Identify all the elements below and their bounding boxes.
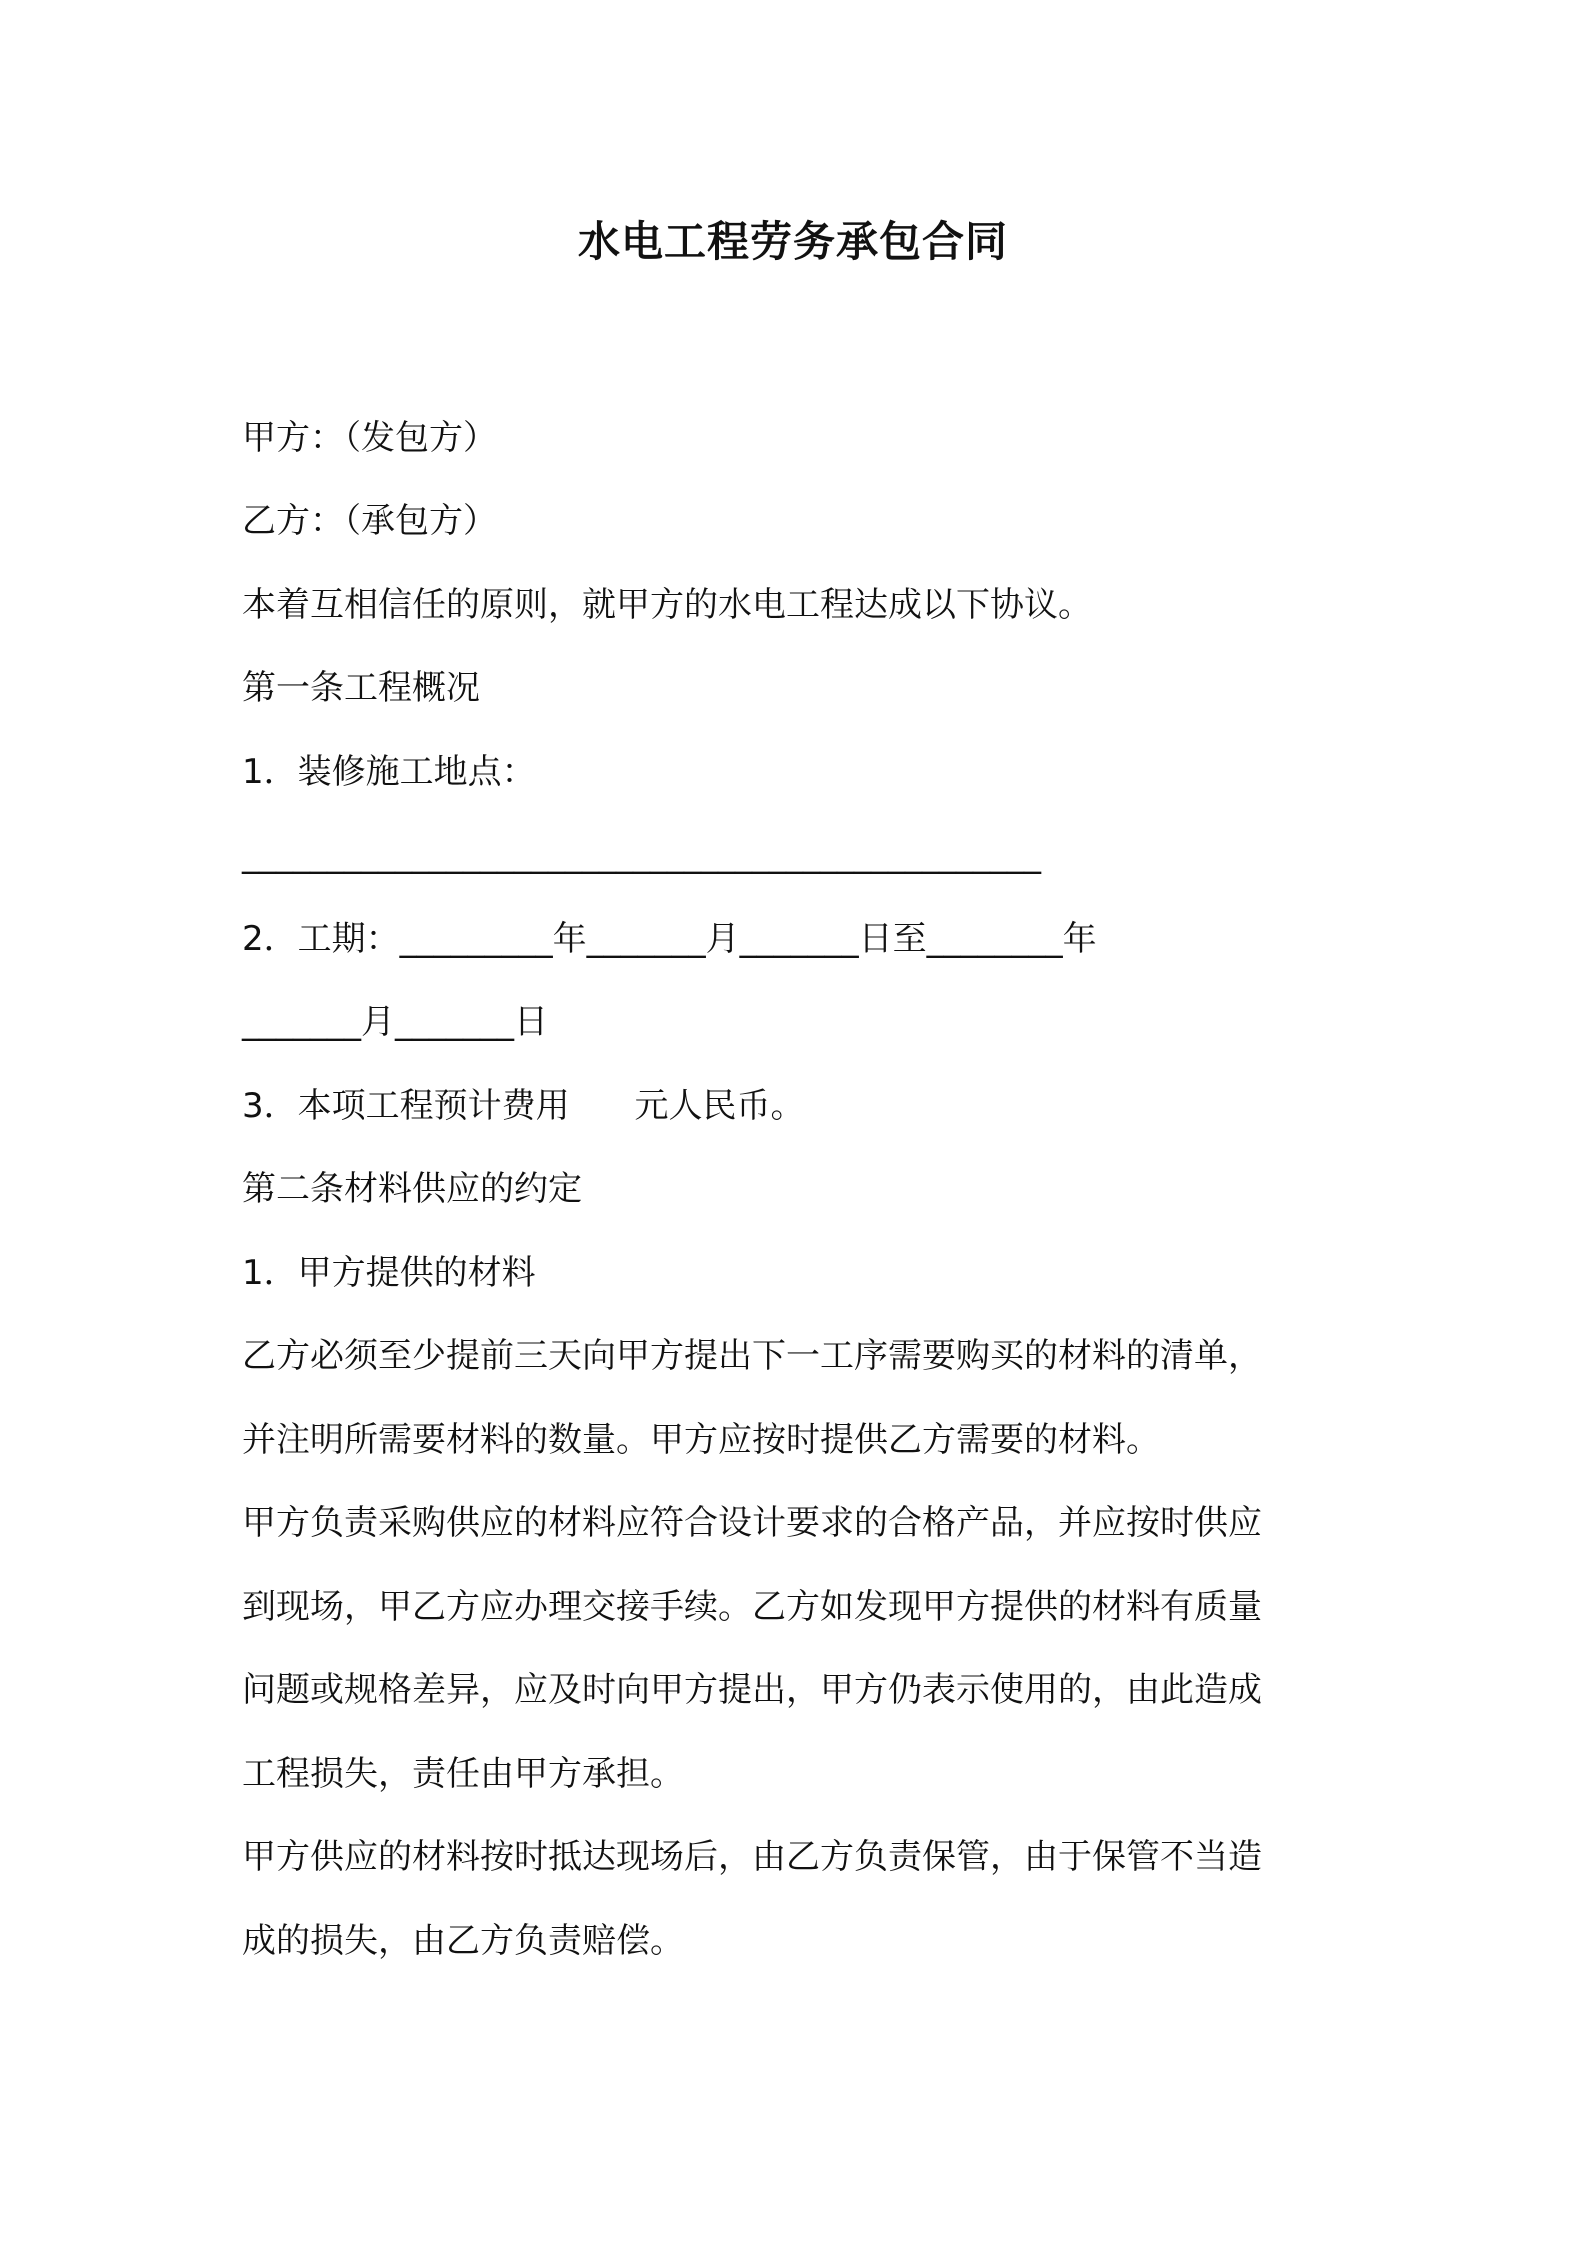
body-text-line: 问题或规格差异，应及时向甲方提出，甲方仍表示使用的，由此造成 bbox=[242, 1670, 1262, 1710]
body-text-line: 乙方必须至少提前三天向甲方提出下一工序需要购买的材料的清单， bbox=[242, 1336, 1262, 1376]
body-text-line: 工程损失，责任由甲方承担。 bbox=[242, 1754, 684, 1794]
body-text-line: 甲方负责采购供应的材料应符合设计要求的合格产品，并应按时供应 bbox=[242, 1503, 1262, 1543]
document-title: 水电工程劳务承包合同 bbox=[577, 217, 1008, 266]
estimated-cost-line: 3．本项工程预计费用 元人民币。 bbox=[242, 1086, 805, 1126]
body-text-line: 到现场，甲乙方应办理交接手续。乙方如发现甲方提供的材料有质量 bbox=[242, 1587, 1262, 1627]
article-2-heading: 第二条材料供应的约定 bbox=[242, 1169, 582, 1209]
body-text-line: 成的损失，由乙方负责赔偿。 bbox=[242, 1921, 684, 1961]
body-text-line: 甲方供应的材料按时抵达现场后，由乙方负责保管，由于保管不当造 bbox=[242, 1837, 1262, 1877]
party-a-line: 甲方：（发包方） bbox=[242, 418, 497, 458]
materials-subheading: 1．甲方提供的材料 bbox=[242, 1253, 536, 1293]
article-1-heading: 第一条工程概况 bbox=[242, 668, 480, 708]
body-text-line: 并注明所需要材料的数量。甲方应按时提供乙方需要的材料。 bbox=[242, 1420, 1160, 1460]
site-location-blank: _______________________________________________ bbox=[242, 835, 1041, 875]
preamble-line: 本着互相信任的原则，就甲方的水电工程达成以下协议。 bbox=[242, 585, 1092, 625]
party-b-line: 乙方：（承包方） bbox=[242, 501, 497, 541]
duration-line: 2．工期：_________年_______月_______日至________年 bbox=[242, 919, 1097, 959]
site-location-label: 1．装修施工地点： bbox=[242, 752, 536, 792]
duration-line-cont: _______月_______日 bbox=[242, 1002, 548, 1042]
